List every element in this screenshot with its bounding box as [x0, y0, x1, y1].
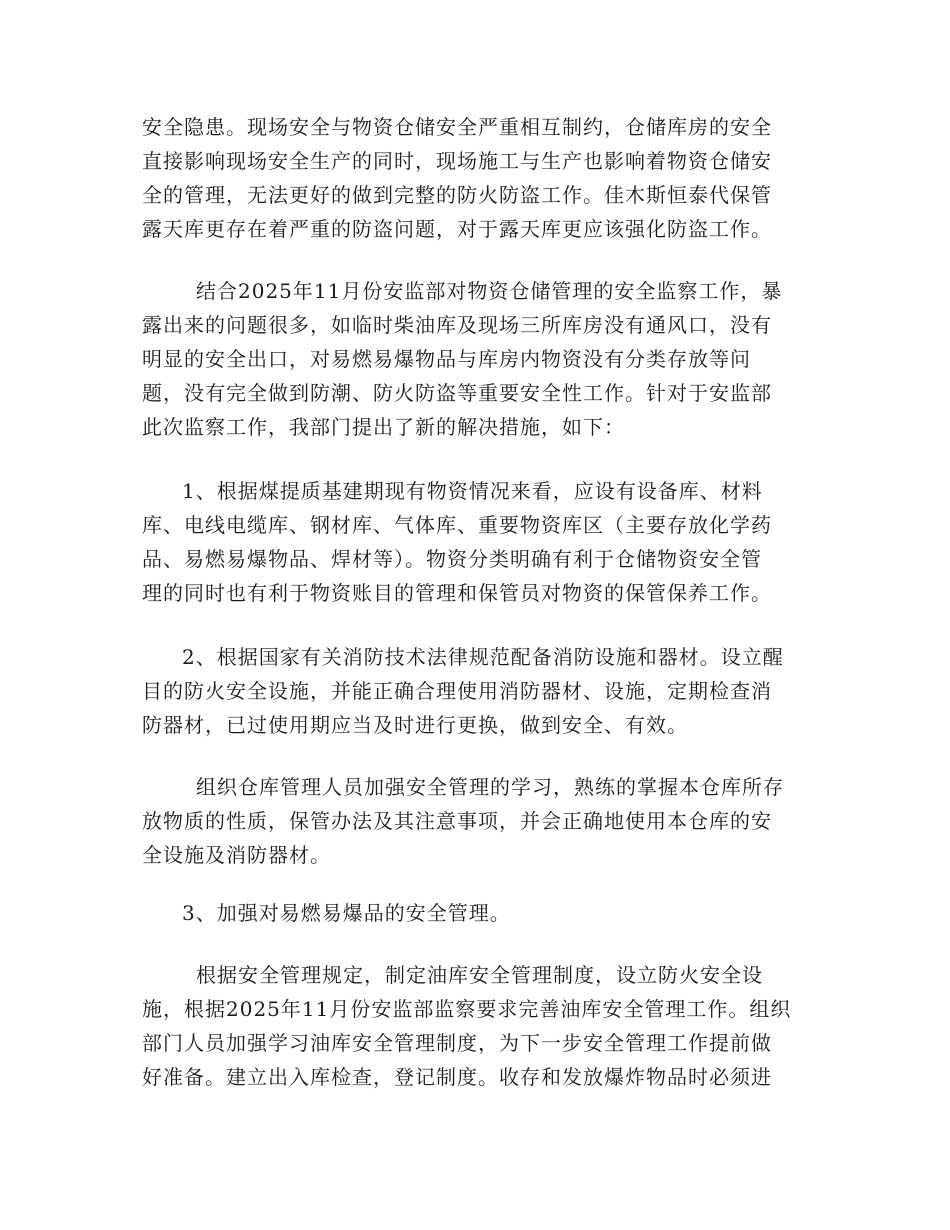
paragraph-line: 明显的安全出口，对易燃易爆物品与库房内物资没有分类存放等问 [142, 347, 751, 371]
paragraph-line: 根据安全管理规定，制定油库安全管理制度，设立防火安全设 [196, 963, 763, 987]
paragraph-line: 防器材，已过使用期应当及时进行更换，做到安全、有效。 [142, 713, 688, 737]
paragraph-6 [142, 896, 822, 930]
paragraph-line: 此次监察工作，我部门提出了新的解决措施，如下： [142, 415, 625, 439]
paragraph-line: 结合2025年11月份安监部对物资仓储管理的安全监察工作，暴 [196, 279, 783, 303]
paragraph-line: 3、加强对易燃易爆品的安全管理。 [182, 901, 511, 925]
paragraph-line: 放物质的性质，保管办法及其注意事项，并会正确地使用本仓库的安 [142, 809, 772, 833]
paragraph-line: 目的防火安全设施，并能正确合理使用消防器材、设施，定期检查消 [142, 679, 772, 703]
paragraph-line: 部门人员加强学习油库安全管理制度，为下一步安全管理工作提前做 [142, 1031, 772, 1055]
paragraph-2 [142, 274, 822, 444]
paragraph-line: 品、易燃易爆物品、焊材等）。物资分类明确有利于仓储物资安全管 [142, 547, 762, 571]
paragraph-7 [142, 958, 822, 1094]
paragraph-3 [142, 474, 822, 610]
paragraph-line: 露天库更存在着严重的防盗问题，对于露天库更应该强化防盗工作。 [142, 217, 772, 241]
paragraph-line: 1、根据煤提质基建期现有物资情况来看，应设有设备库、材料 [182, 479, 763, 503]
paragraph-line: 露出来的问题很多，如临时柴油库及现场三所库房没有通风口，没有 [142, 313, 772, 337]
paragraph-line: 组织仓库管理人员加强安全管理的学习，熟练的掌握本仓库所存 [196, 775, 784, 799]
paragraph-4 [142, 640, 822, 742]
paragraph-line: 施，根据2025年11月份安监部监察要求完善油库安全管理工作。组织 [142, 997, 792, 1021]
paragraph-line: 理的同时也有利于物资账目的管理和保管员对物资的保管保养工作。 [142, 581, 772, 605]
paragraph-line: 安全隐患。现场安全与物资仓储安全严重相互制约，仓储库房的安全 [142, 115, 772, 139]
paragraph-line: 题，没有完全做到防潮、防火防盗等重要安全性工作。针对于安监部 [142, 381, 772, 405]
paragraph-line: 全设施及消防器材。 [142, 843, 331, 867]
paragraph-line: 直接影响现场安全生产的同时，现场施工与生产也影响着物资仓储安 [142, 149, 772, 173]
paragraph-line: 2、根据国家有关消防技术法律规范配备消防设施和器材。设立醒 [182, 645, 784, 669]
paragraph-line: 库、电线电缆库、钢材库、气体库、重要物资库区（主要存放化学药 [142, 513, 772, 537]
paragraph-5 [142, 770, 822, 872]
paragraph-line: 全的管理，无法更好的做到完整的防火防盗工作。佳木斯恒泰代保管 [142, 183, 772, 207]
paragraph-1 [142, 110, 822, 246]
paragraph-line: 好准备。建立出入库检查，登记制度。收存和发放爆炸物品时必须进 [142, 1065, 772, 1089]
